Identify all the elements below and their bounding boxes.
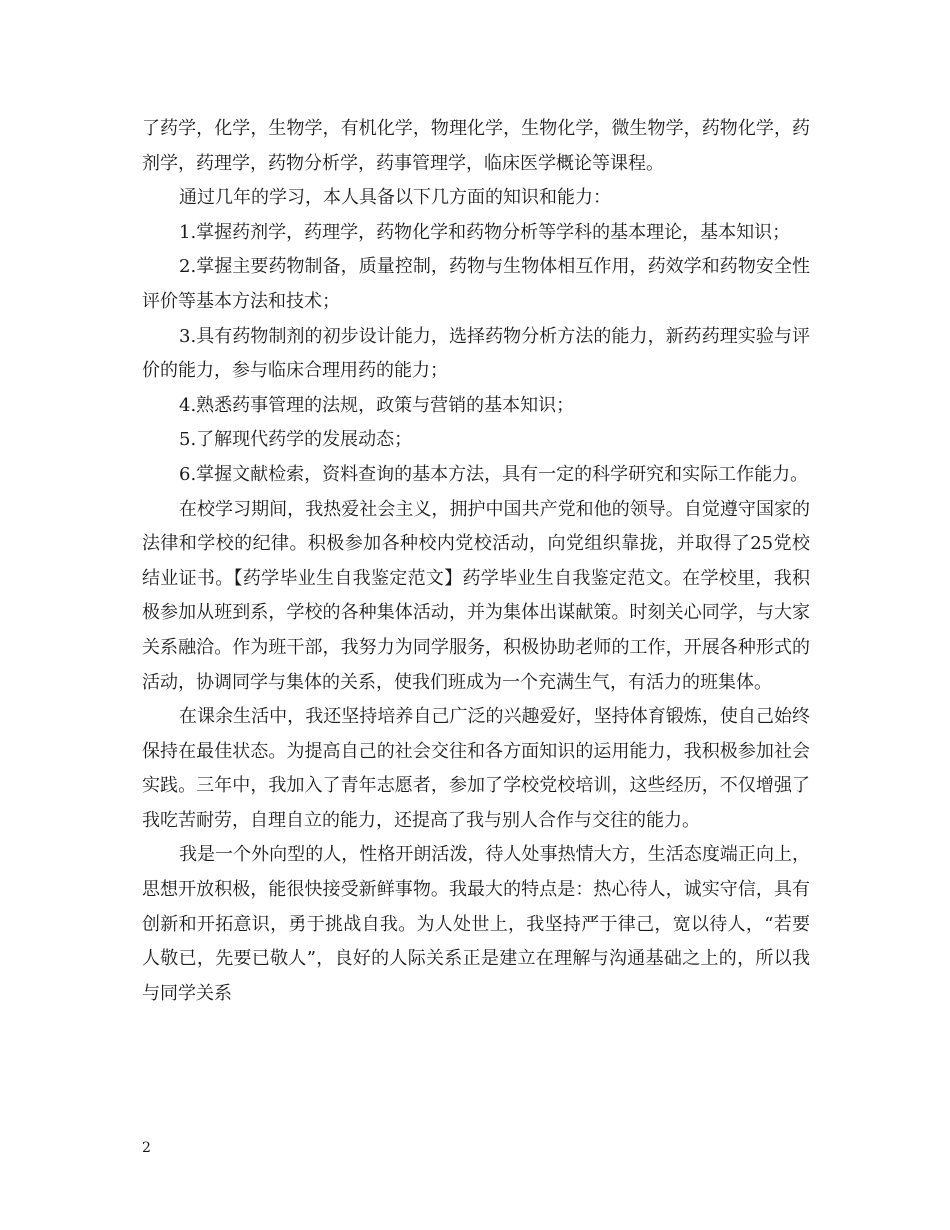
list-item-2: 2.掌握主要药物制备，质量控制，药物与生物体相互作用，药效学和药物安全性评价等基本方法和技术；	[142, 256, 810, 312]
page-number: 2	[142, 1140, 151, 1156]
paragraph-2: 通过几年的学习，本人具备以下几方面的知识和能力：	[179, 187, 611, 209]
list-item-3: 3.具有药物制剂的初步设计能力，选择药物分析方法的能力，新药药理实验与评价的能力，参与临床合理用药的能力；	[142, 325, 810, 382]
paragraph-extracurricular: 在课余生活中，我还坚持培养自己广泛的兴趣爱好，坚持体育锻炼，使自己始终保持在最佳状态。为提高自己的社会交往和各方面知识的运用能力，我积极参加社会实践。三年中，我加入了青年志愿者，参加了学校党校培训，这些经历，不仅增强了我吃苦耐劳，自理自立的能力，还提高了我与别人合作与交往的能力。	[142, 706, 810, 831]
paragraph-personality: 我是一个外向型的人，性格开朗活泼，待人处事热情大方，生活态度端正向上，思想开放积极，能很快接受新鲜事物。我最大的特点是：热心待人，诚实守信，具有创新和开拓意识，勇于挑战自我。为人处世上，我坚持严于律己，宽以待人，“若要人敬已，先要已敬人”，良好的人际关系正是建立在理解与沟通基础之上的，所以我与同学关系	[142, 844, 810, 1004]
paragraph-school-life: 在校学习期间，我热爱社会主义，拥护中国共产党和他的领导。自觉遵守国家的法律和学校的纪律。积极参加各种校内党校活动，向党组织靠拢，并取得了25党校结业证书。【药学毕业生自我鉴定范文】药学毕业生自我鉴定范文。在学校里，我积极参加从班到系，学校的各种集体活动，并为集体出谋献策。时刻关心同学，与大家关系融洽。作为班干部，我努力为同学服务，积极协助老师的工作，开展各种形式的活动，协调同学与集体的关系，使我们班成为一个充满生气，有活力的班集体。	[142, 498, 810, 693]
paragraph-1: 了药学，化学，生物学，有机化学，物理化学，生物化学，微生物学，药物化学，药剂学，药理学，药物分析学，药事管理学，临床医学概论等课程。	[142, 118, 810, 174]
document-body	[142, 112, 810, 1011]
list-item-6: 6.掌握文献检索，资料查询的基本方法，具有一定的科学研究和实际工作能力。	[179, 463, 809, 485]
list-item-4: 4.熟悉药事管理的法规，政策与营销的基本知识；	[179, 394, 575, 416]
list-item-1: 1.掌握药剂学，药理学，药物化学和药物分析等学科的基本理论，基本知识；	[179, 221, 791, 243]
list-item-5: 5.了解现代药学的发展动态；	[179, 429, 413, 451]
